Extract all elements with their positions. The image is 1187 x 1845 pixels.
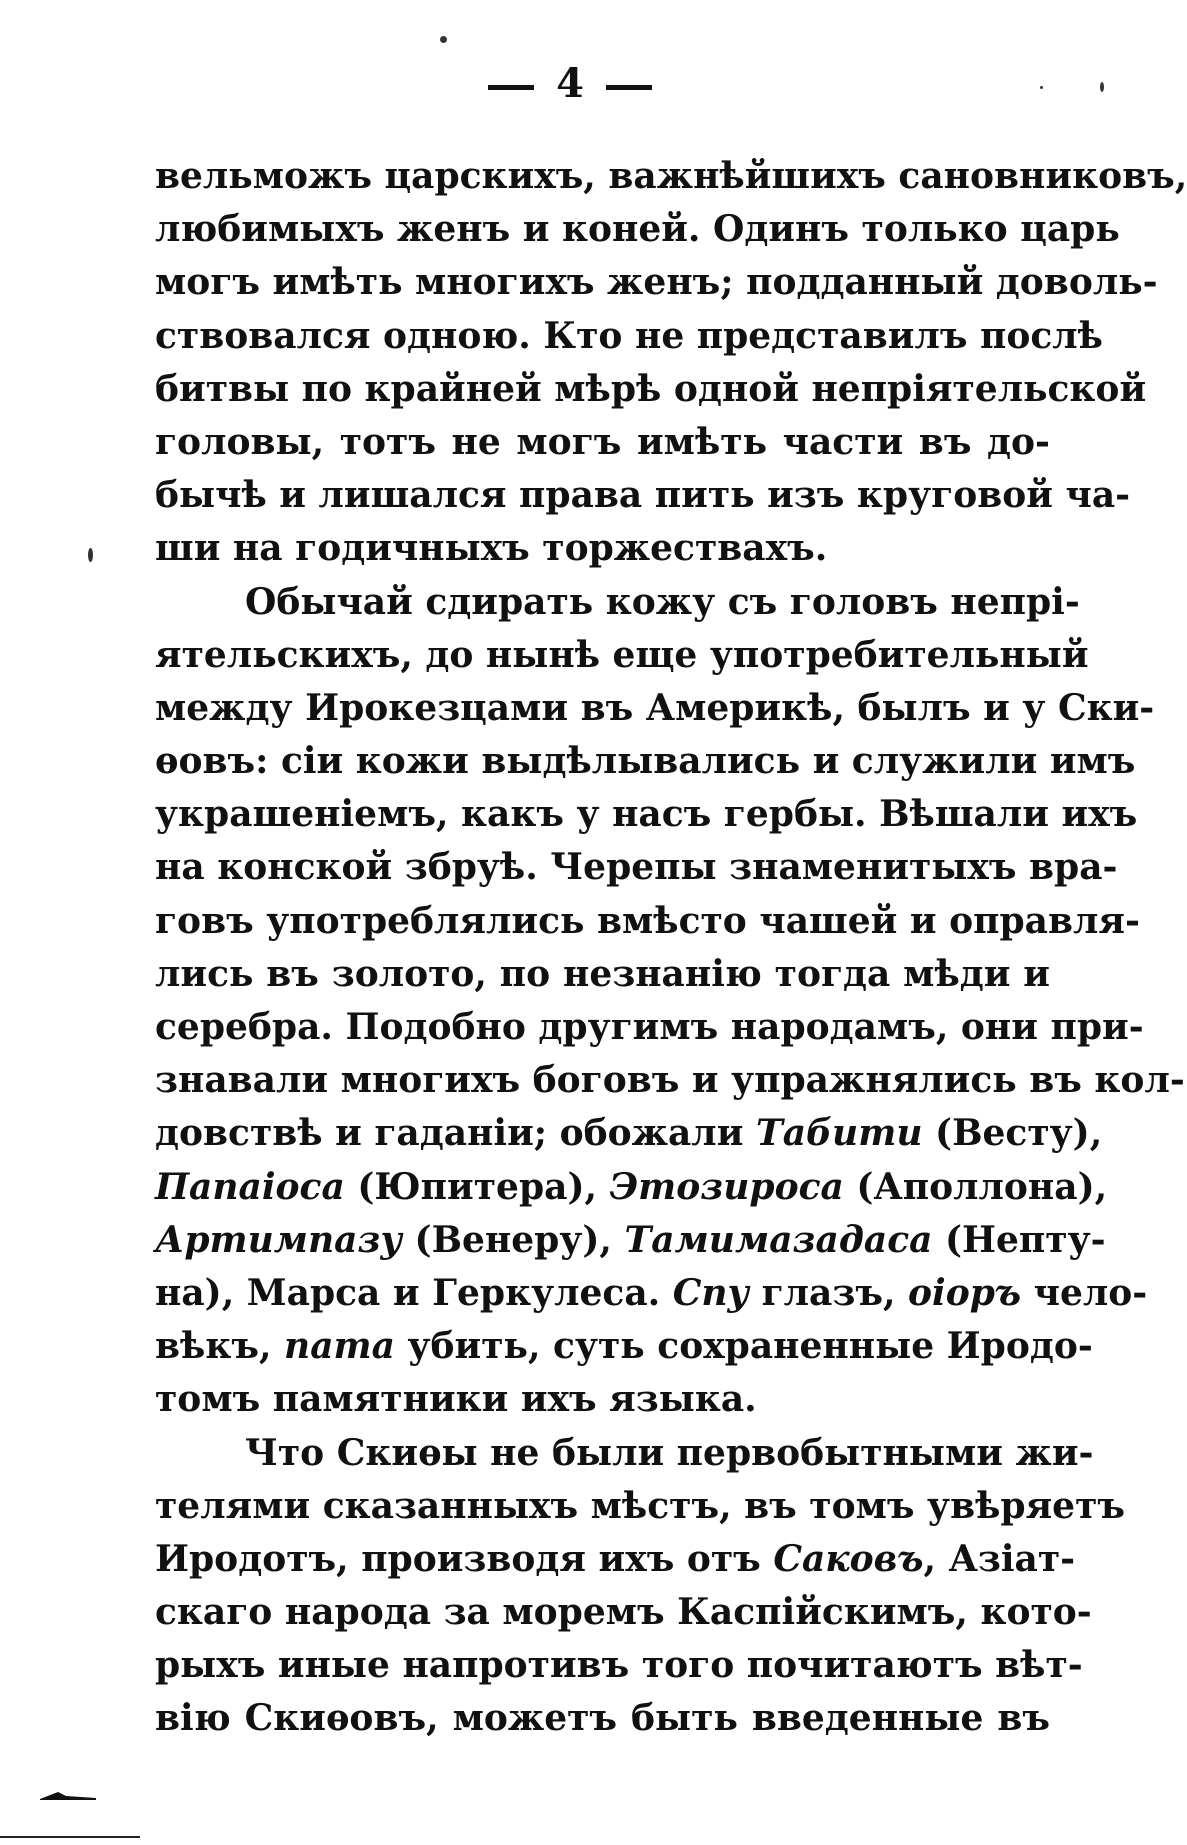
text-line <box>155 256 1158 309</box>
text-segment: на), Марса и Геркулеса. <box>155 1271 673 1314</box>
text-segment: глазъ, <box>749 1271 909 1314</box>
text-segment: (Юпитера), <box>344 1165 610 1208</box>
text-line <box>155 522 1050 575</box>
text-line <box>155 1267 1148 1320</box>
italic-word: Артимпазу <box>155 1218 402 1261</box>
text-segment: ѳовъ: сіи кожи выдѣлывались и служили имъ <box>155 740 1136 783</box>
text-line <box>155 735 1136 788</box>
text-line <box>155 469 1131 522</box>
text-line <box>155 1107 1103 1160</box>
text-segment: Обычай сдирать кожу съ головъ непрі- <box>245 580 1080 623</box>
text-line <box>155 1161 1108 1214</box>
italic-word: пата <box>284 1325 395 1368</box>
text-segment: ши на годичныхъ торжествахъ. <box>155 527 828 570</box>
text-line <box>155 895 1140 948</box>
text-line <box>155 1427 1094 1480</box>
text-segment: скаго народа за моремъ Каспійскимъ, кото- <box>155 1591 1092 1634</box>
text-line <box>155 203 1120 256</box>
page-number-dash-left <box>488 85 534 90</box>
text-line <box>155 948 1050 1001</box>
text-line <box>155 1480 1125 1533</box>
text-line <box>155 1692 1050 1745</box>
text-line <box>155 1533 1076 1586</box>
scan-speck <box>1100 82 1104 92</box>
text-segment: битвы по крайней мѣрѣ одной непріятельской <box>155 367 1147 410</box>
footer-rule <box>0 1836 140 1838</box>
body-text <box>155 150 1187 1746</box>
text-line <box>155 150 1187 203</box>
text-segment: (Весту), <box>922 1112 1103 1155</box>
page-number-value: 4 <box>556 60 584 107</box>
text-segment: на конской збруѣ. Черепы знаменитыхъ вра- <box>155 846 1118 889</box>
text-line <box>155 363 1147 416</box>
scan-speck <box>88 548 93 562</box>
italic-word: Тамимазадаса <box>624 1218 933 1261</box>
text-line <box>155 310 1103 363</box>
italic-word: оіоръ <box>908 1271 1022 1314</box>
italic-word: Табити <box>755 1112 923 1155</box>
text-segment: бычѣ и лишался права пить изъ круговой ча- <box>155 474 1131 517</box>
text-line <box>155 1214 1106 1267</box>
text-segment: (Венеру), <box>402 1218 625 1261</box>
text-segment: любимыхъ женъ и коней. Одинъ только царь <box>155 208 1120 251</box>
text-segment: лись въ золото, по незнанію тогда мѣди и <box>155 952 1050 995</box>
scan-speck <box>1040 86 1043 89</box>
text-segment: рыхъ иные напротивъ того почитаютъ вѣт- <box>155 1644 1083 1687</box>
page-number <box>0 60 1140 107</box>
text-segment: говъ употреблялись вмѣсто чашей и оправля- <box>155 899 1140 942</box>
text-segment: ствовался одною. Кто не представилъ послѣ <box>155 314 1103 357</box>
text-segment: могъ имѣть многихъ женъ; подданный доволь- <box>155 261 1158 304</box>
italic-word: Саковъ <box>773 1537 924 1580</box>
text-segment: (Непту- <box>932 1218 1106 1261</box>
text-line <box>155 1320 1093 1373</box>
text-segment: томъ памятники ихъ языка. <box>155 1378 757 1421</box>
text-line <box>155 629 1089 682</box>
text-segment: украшеніемъ, какъ у насъ гербы. Вѣшали ихъ <box>155 793 1138 836</box>
text-segment: чело- <box>1021 1271 1148 1314</box>
text-segment: вельможъ царскихъ, важнѣйшихъ сановниковъ, <box>155 155 1187 197</box>
text-segment: вѣкъ, <box>155 1325 285 1368</box>
text-line <box>155 788 1138 841</box>
text-segment: довствѣ и гаданіи; обожали <box>155 1112 756 1155</box>
printer-mark-icon <box>38 1790 98 1800</box>
text-line <box>155 1639 1083 1692</box>
text-segment: убить, суть сохраненные Иродо- <box>394 1325 1093 1368</box>
text-line <box>155 1586 1092 1639</box>
text-line <box>155 841 1118 894</box>
text-segment: знавали многихъ боговъ и упражнялись въ кол- <box>155 1059 1185 1102</box>
text-line <box>155 1054 1185 1107</box>
text-segment: ятельскихъ, до нынѣ еще употребительный <box>155 633 1089 676</box>
italic-word: Папаіоса <box>155 1165 345 1208</box>
text-segment: Что Скиѳы не были первобытными жи- <box>245 1431 1094 1474</box>
text-line <box>155 1001 1144 1054</box>
text-line <box>155 576 1080 629</box>
italic-word: Этозироса <box>609 1165 844 1208</box>
page-number-dash-right <box>606 85 652 90</box>
text-line <box>155 1373 1050 1426</box>
text-line <box>155 682 1155 735</box>
scan-speck <box>440 36 447 43</box>
text-segment: телями сказанныхъ мѣстъ, въ томъ увѣряетъ <box>155 1484 1125 1527</box>
italic-word: Спу <box>672 1271 750 1314</box>
text-segment: между Ирокезцами въ Америкѣ, былъ и у Ски- <box>155 686 1155 729</box>
text-segment: головы, тотъ не могъ имѣть части въ до- <box>155 420 1050 463</box>
text-segment: Иродотъ, производя ихъ отъ <box>155 1537 774 1580</box>
text-line <box>155 416 1050 469</box>
text-segment: серебра. Подобно другимъ народамъ, они при- <box>155 1006 1144 1048</box>
text-segment: (Аполлона), <box>843 1165 1108 1208</box>
text-segment: , Азіат- <box>923 1537 1076 1580</box>
text-segment: вію Скиѳовъ, можетъ быть введенные въ <box>155 1697 1050 1740</box>
